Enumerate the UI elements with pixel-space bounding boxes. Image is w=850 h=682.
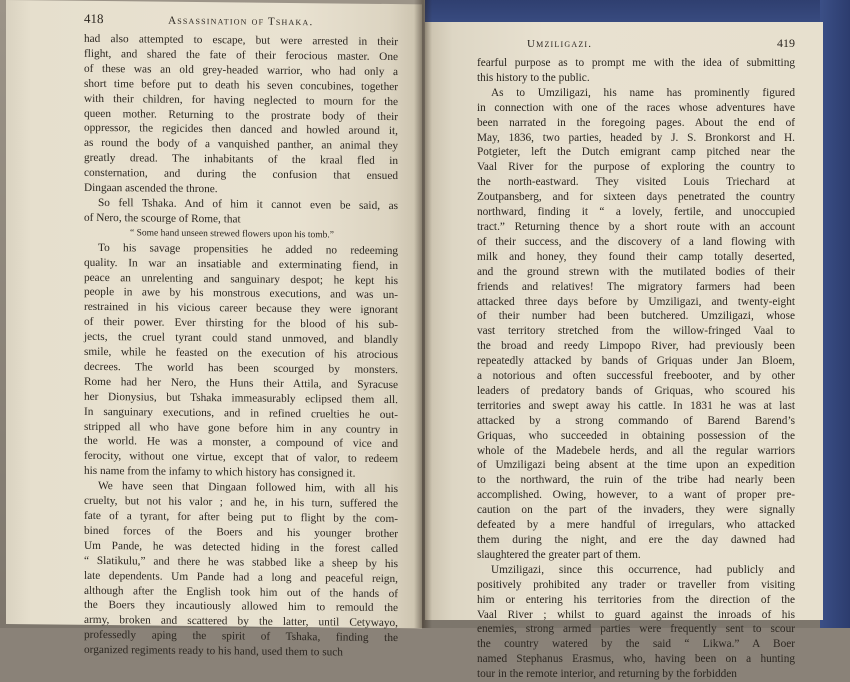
text-line: Rome had her Nero, the Huns their Attila, and Syracuse	[84, 375, 398, 391]
text-line: greatly dread. The inhabitants of the kraal fled in	[84, 152, 398, 168]
text-line: attacked by a strong commando of Barend Barend’s	[477, 414, 795, 427]
text-line: Potgieter, left the Dutch emigrant camp pitched near the	[477, 146, 795, 159]
text-line: to the northward, the ruin of the tribe had nearly been	[477, 474, 795, 487]
text-line: late dependents. Um Pande had a long and peaceful reign,	[84, 569, 398, 585]
text-line: consternation, and during the confusion that ensued	[84, 166, 398, 183]
text-line: the world. He was a monster, a compound of vice and	[84, 435, 398, 451]
text-line: repeatedly attacked by bands of Griquas under Jan Bloem,	[477, 355, 795, 368]
text-line: defeated by a mere handful of irregulars, who attacked	[477, 519, 795, 532]
text-line: Zoutpansberg, and for sixteen days penetrated the country	[477, 191, 795, 204]
left-page-body	[84, 32, 398, 661]
text-line: of these was an old grey-headed warrior, who had only a	[84, 62, 398, 78]
text-line: flight, and shared the fate of their ferocious master. One	[84, 47, 398, 64]
text-line: quality. In war an insatiable and exterminating fiend, in	[84, 256, 398, 272]
text-line: We have seen that Dingaan followed him, with all his	[98, 480, 398, 496]
text-line: slaughtered the greater part of them.	[477, 548, 641, 561]
left-page-header	[84, 11, 398, 30]
text-line: As to Umziligazi, his name has prominently figured	[491, 86, 795, 99]
left-page-number: 418	[84, 10, 104, 27]
text-line: although after the English took him out of the hands of	[84, 584, 398, 600]
text-line: restrained in his vicious career because they were ignorant	[84, 301, 398, 317]
text-line: of their number had been butchered. Umziligazi, whose	[477, 310, 795, 323]
text-line: tract.” Returning thence by a short route with an account	[477, 220, 795, 233]
text-line: ferocity, without one virtue, except that of valor, to redeem	[84, 450, 398, 466]
text-line: Dingaan ascended the throne.	[84, 181, 218, 196]
text-line: Umziligazi, since this occurrence, had publicly and	[491, 563, 795, 576]
text-line: been narrated in the foregoing pages. About the end of	[477, 116, 795, 129]
right-page-number: 419	[777, 36, 795, 50]
text-line: peace an unrelenting and sanguinary despot; he kept his	[84, 271, 398, 287]
text-line: So fell Tshaka. And of him it cannot even be said, as	[98, 196, 398, 213]
text-line: Vaal River ; whilst to guard against the inroads of his	[477, 608, 795, 621]
text-line: northward, finding it “ a lovely, fertile, and unoccupied	[477, 206, 795, 219]
text-line: as round the body of a vanquished panther, an animal they	[84, 137, 398, 153]
text-line: the north-eastward. They visited Louis Triechard at	[477, 176, 795, 189]
text-line: professedly aping the spirit of Tshaka, finding the	[84, 629, 398, 645]
right-page	[425, 22, 823, 681]
text-line: them during the night, and ere the day dawned had	[477, 534, 795, 546]
left-page	[6, 0, 422, 659]
text-line: of Umziligazi being absent at the time upon an expedition	[477, 459, 795, 472]
text-line: his name from the infamy to which history has consigned it.	[84, 465, 356, 480]
text-line: fate of a tyrant, for after being put to flight by the com-	[84, 509, 398, 526]
text-line: milk and honey, they found their camp totally deserted,	[477, 250, 795, 263]
text-line: the country watered by the said “ Likwa.” A Boer	[477, 638, 795, 651]
text-line: named Stephanus Erasmus, who, having been on a hunting	[477, 653, 795, 666]
text-line: people in awe by his monstrous executions, and was un-	[84, 286, 398, 302]
text-line: smile, while he feasted on the execution of his atrocious	[84, 345, 398, 362]
text-line: In sanguinary executions, and in refined cruelties he out-	[84, 405, 398, 421]
text-line: with their children, for having neglected to mourn for the	[84, 92, 398, 108]
text-line: attacked three days before by Umziligazi, and twenty-eight	[477, 295, 795, 308]
text-line: of their success, and the discovery of a land flowing with	[477, 235, 795, 248]
text-line: organized regiments ready to his hand, used them to such	[84, 643, 343, 659]
left-running-title: Assassination of Tshaka.	[168, 14, 314, 29]
text-line: Vaal River for the purpose of exploring the country to	[477, 161, 795, 174]
text-line: whole of the Madebele herds, and all the regular warriors	[477, 444, 795, 457]
text-line: “ Slatikulu,” and there he was stabbed like a sheep by his	[84, 554, 398, 570]
text-line: caution on the part of the invaders, they were signally	[477, 504, 795, 517]
text-line: of Nero, the scourge of Rome, that	[84, 211, 241, 226]
book-gutter	[414, 0, 432, 628]
text-line: May, 1836, two parties, headed by J. S. Bronkorst and H.	[477, 131, 795, 144]
text-line: him or entering his territories from the direction of the	[477, 593, 795, 606]
text-line: decrees. The world has been scourged by monsters.	[84, 360, 398, 377]
text-line: “ Some hand unseen strewed flowers upon his tomb.”	[130, 228, 334, 241]
text-line: To his savage propensities he added no redeeming	[98, 241, 398, 257]
text-line: of their power. Ever thirsting for the blood of his sub-	[84, 316, 398, 332]
text-line: enemies, strong armed parties were frequently sent to scour	[477, 623, 795, 636]
text-line: the Boers they incautiously allowed him to remould the	[84, 599, 398, 615]
text-line: Griquas, who succeeded in obtaining possession of the	[477, 429, 795, 442]
text-line: oppressor, the regicides then danced and howled around it,	[84, 122, 398, 138]
book-cover-edge-right	[820, 0, 850, 628]
text-line: had also attempted to escape, but were arrested in their	[84, 32, 398, 49]
text-line: a notorious and often successful freebooter, and by other	[477, 370, 795, 383]
text-line: territories and swept away his cattle. In 1831 he was at last	[477, 399, 795, 412]
text-line: stripped all who have gone before him in any country in	[84, 420, 398, 436]
text-line: bined forces of the Boers and his younger brother	[84, 524, 398, 541]
text-line: cruelty, but not his valor ; and he, in his turn, suffered the	[84, 494, 398, 511]
text-line: tour in the remote interior, and returning by the forbidden	[477, 668, 737, 681]
text-line: jects, the cruel tyrant could stand unmoved, and blandly	[84, 330, 398, 347]
text-line: Um Pande, he was detected hiding in the forest called	[84, 539, 398, 555]
right-running-title: Umziligazi.	[527, 38, 593, 50]
right-page-header	[477, 36, 795, 51]
text-line: leaders of predatory bands of Griquas, who scoured his	[477, 384, 795, 397]
right-page-body	[477, 56, 795, 682]
text-line: her Dionysius, but Tshaka immeasurably eclipsed them all.	[84, 390, 398, 406]
text-line: the broad and reedy Limpopo River, had previously been	[477, 340, 795, 353]
text-line: friends and relatives! The migratory farmers had been	[477, 280, 795, 293]
text-line: this history to the public.	[477, 71, 590, 84]
text-line: short time before put to death his seven concubines, together	[84, 77, 398, 93]
text-line: queen mother. Returning to the prostrate body of their	[84, 107, 398, 123]
text-line: in connection with one of the races whose adventures have	[477, 101, 795, 114]
text-line: positively prohibited any trader or traveller from visiting	[477, 578, 795, 591]
text-line: army, broken and scattered by the latter, until Cetywayo,	[84, 614, 398, 630]
text-line: vast territory stretched from the willow-fringed Vaal to	[477, 325, 795, 338]
text-line: fearful purpose as to prompt me with the idea of submitting	[477, 57, 795, 69]
text-line: and the ground strewn with the mutilated bodies of their	[477, 265, 795, 278]
text-line: accomplished. Owing, however, to a want of proper pre-	[477, 489, 795, 502]
